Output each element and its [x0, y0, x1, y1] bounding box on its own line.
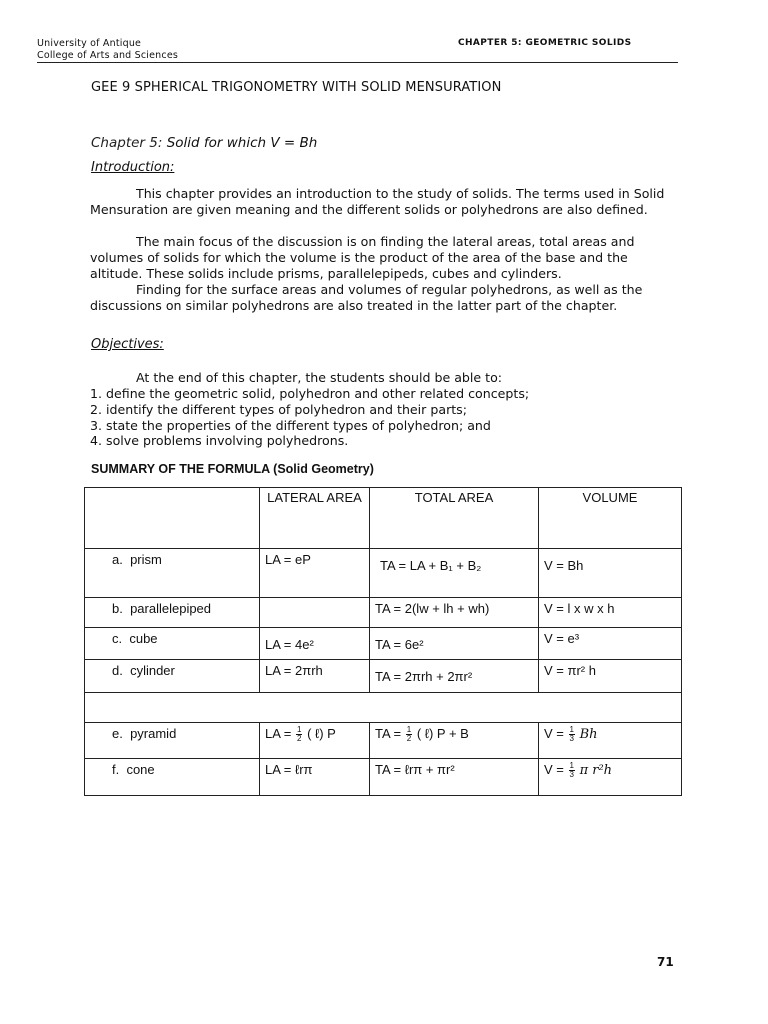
- table-row-cone: [85, 759, 682, 796]
- fraction-numerator: 1: [297, 725, 302, 735]
- formula-rhs: ( ℓ) P + B: [416, 726, 469, 741]
- table-row-cube: [85, 628, 682, 660]
- university-name: University of Antique: [37, 38, 142, 49]
- total-area-formula: TA = 6e²: [370, 628, 539, 660]
- course-title: GEE 9 SPHERICAL TRIGONOMETRY WITH SOLID MENSURATION: [91, 80, 502, 95]
- fraction: [406, 726, 412, 743]
- lateral-area-formula: LA = 4e²: [260, 628, 370, 660]
- table-spacer-row: [85, 693, 682, 723]
- formula-rhs: π r²h: [579, 763, 613, 778]
- objective-item: 1. define the geometric solid, polyhedron and other related concepts;: [90, 386, 530, 401]
- objectives-lead: At the end of this chapter, the students should be able to:: [136, 370, 503, 385]
- formula-lhs: TA =: [375, 726, 402, 741]
- formula-lhs: V =: [544, 762, 564, 777]
- fraction-denominator: 2: [297, 734, 302, 744]
- header-volume: VOLUME: [539, 488, 682, 549]
- lateral-area-formula: [260, 598, 370, 628]
- formula-lhs: LA =: [265, 726, 292, 741]
- table-header-row: [85, 488, 682, 549]
- fraction-numerator: 1: [569, 725, 574, 735]
- objectives-list: [90, 386, 690, 449]
- page-header-institution: [37, 38, 178, 62]
- total-area-formula: TA = ℓrπ + πr²: [370, 759, 539, 796]
- formula-table: [84, 487, 682, 796]
- formula-rhs: Bh: [579, 727, 598, 742]
- college-name: College of Arts and Sciences: [37, 50, 179, 61]
- chapter-tag: CHAPTER 5: GEOMETRIC SOLIDS: [458, 38, 632, 48]
- lateral-area-formula: LA = ℓrπ: [260, 759, 370, 796]
- objectives-heading: Objectives:: [91, 337, 164, 352]
- total-area-formula: [370, 723, 539, 759]
- volume-formula: V = Bh: [539, 549, 682, 598]
- intro-paragraph-3: Finding for the surface areas and volumes of regular polyhedrons, as well as the discussions on similar polyhedrons are also treated in the latter part of the chapter.: [90, 282, 643, 313]
- fraction-numerator: 1: [406, 725, 412, 735]
- intro-paragraph-2: The main focus of the discussion is on finding the lateral areas, total areas and volumes of solids for which the volume is the product of the area of the base and the altitude. These solids include prisms, parallelepipeds, cubes and cylinders.: [90, 234, 635, 281]
- volume-formula: V = l x w x h: [539, 598, 682, 628]
- volume-formula: [539, 723, 682, 759]
- header-total-area: TOTAL AREA: [370, 488, 539, 549]
- fraction-numerator: 1: [569, 761, 574, 771]
- solid-name: c. cube: [85, 628, 260, 660]
- fraction: [569, 726, 575, 743]
- lateral-area-formula: LA = 2πrh: [260, 660, 370, 693]
- fraction-denominator: 2: [406, 734, 412, 744]
- chapter-title: Solid for which V = Bh: [166, 135, 318, 151]
- table-row-parallelepiped: [85, 598, 682, 628]
- table-row-prism: [85, 549, 682, 598]
- intro-paragraph-1: This chapter provides an introduction to the study of solids. The terms used in Solid Mensuration are given meaning and the different solids or polyhedrons are also defined.: [90, 186, 665, 217]
- total-area-formula: TA = 2πrh + 2πr²: [370, 660, 539, 693]
- solid-name: a. prism: [85, 549, 260, 598]
- table-row-cylinder: [85, 660, 682, 693]
- header-blank: [85, 488, 260, 549]
- chapter-prefix: Chapter 5:: [91, 135, 163, 151]
- formula-rhs: ( ℓ) P: [307, 726, 336, 741]
- header-divider: [37, 62, 678, 63]
- volume-formula: [539, 759, 682, 796]
- fraction: [569, 762, 575, 779]
- volume-formula: V = e³: [539, 628, 682, 660]
- introduction-heading: Introduction:: [91, 160, 175, 175]
- solid-name: b. parallelepiped: [85, 598, 260, 628]
- total-area-formula: TA = LA + B₁ + B₂: [370, 549, 539, 598]
- objective-item: 2. identify the different types of polyhedron and their parts;: [90, 401, 467, 417]
- objective-item: 3. state the properties of the different types of polyhedron; and: [90, 417, 491, 433]
- fraction: [296, 726, 302, 743]
- lateral-area-formula: [260, 723, 370, 759]
- fraction-denominator: 3: [569, 770, 574, 780]
- solid-name: d. cylinder: [85, 660, 260, 693]
- solid-name: f. cone: [85, 759, 260, 796]
- volume-formula: V = πr² h: [539, 660, 682, 693]
- objective-item: 4. solve problems involving polyhedrons.: [90, 433, 349, 449]
- page-number: 71: [657, 955, 674, 969]
- fraction-denominator: 3: [569, 734, 574, 744]
- total-area-formula: TA = 2(lw + lh + wh): [370, 598, 539, 628]
- header-lateral-area: LATERAL AREA: [260, 488, 370, 549]
- solid-name: e. pyramid: [85, 723, 260, 759]
- lateral-area-formula: LA = eP: [260, 549, 370, 598]
- formula-lhs: V =: [544, 726, 564, 741]
- table-row-pyramid: [85, 723, 682, 759]
- chapter-heading: [91, 135, 317, 151]
- summary-title: SUMMARY OF THE FORMULA (Solid Geometry): [91, 462, 374, 476]
- spacer-cell: [85, 693, 682, 723]
